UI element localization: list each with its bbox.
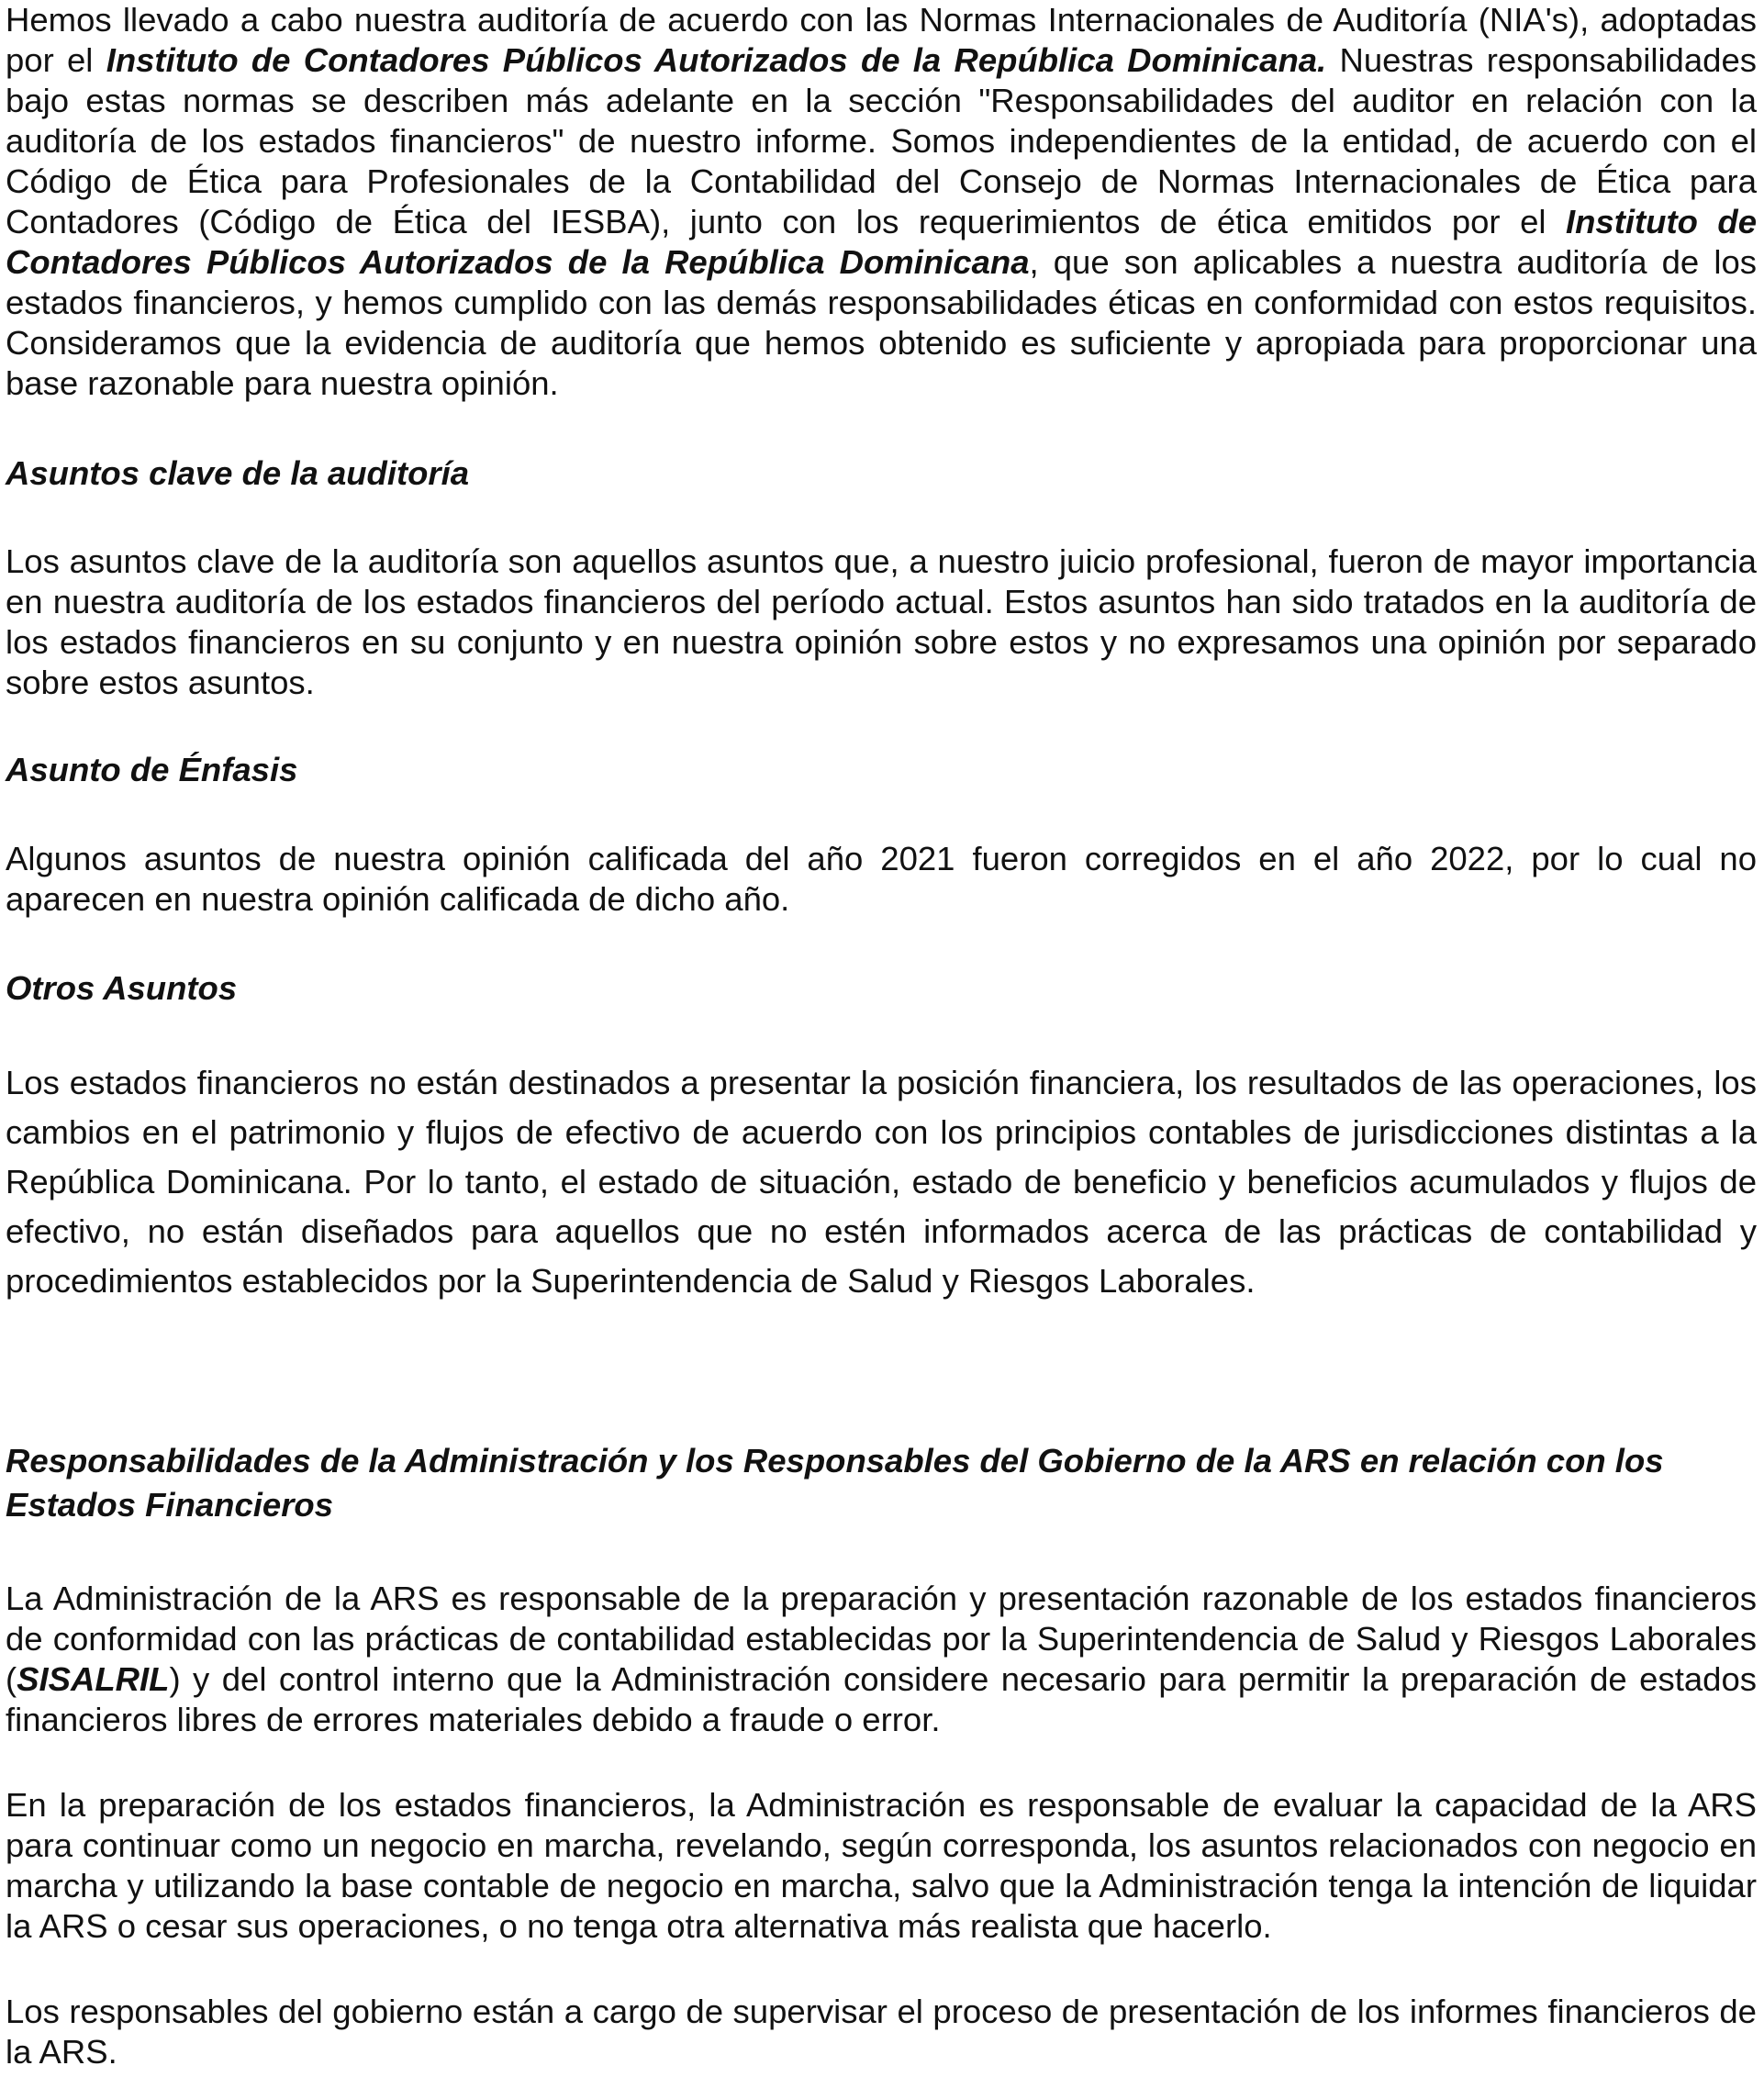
heading-otros-asuntos: Otros Asuntos bbox=[6, 969, 238, 1007]
paragraph-text: , que son aplicables a nuestra auditoría de los estados financieros, y hemos cumplido con las demás responsabilidades éticas en conformidad con estos requisitos. Consideramos que la evidencia de auditoría que hemos obtenido es suficiente y apropiada para proporcionar una base razonable para nuestra opinión. bbox=[6, 243, 1757, 402]
paragraph-text: La Administración de la ARS es responsable de la preparación y presentación razonable de los estados financieros de conformidad con las prácticas de contabilidad establecidas por la Superintendencia de Salud y Riesgos Laborales ( bbox=[6, 1580, 1757, 1698]
paragraph-independencia bbox=[6, 0, 1757, 404]
institute-name-bold: Instituto de Contadores Públicos Autorizados de la República Dominicana bbox=[6, 203, 1758, 281]
paragraph-text: Hemos llevado a cabo nuestra auditoría de acuerdo con las Normas Internacionales de Auditoría (NIA's), adoptadas por el bbox=[6, 1, 1757, 79]
institute-name-bold: Instituto de Contadores Públicos Autorizados de la República Dominicana. bbox=[106, 41, 1327, 79]
sisalril-bold: SISALRIL bbox=[17, 1660, 170, 1698]
paragraph-text: Nuestras responsabilidades bajo estas normas se describen más adelante en la sección "Responsabilidades del auditor en relación con la auditoría de los estados financieros" de nuestro informe. Somos independientes de la entidad, de acuerdo con el Código de Ética para Profesionales de la Contabilidad del Consejo de Normas Internacionales de Ética para Contadores (Código de Ética del IESBA), junto con los requerimientos de ética emitidos por el bbox=[6, 41, 1757, 240]
paragraph-asunto-enfasis: Algunos asuntos de nuestra opinión calificada del año 2021 fueron corregidos en el año 2022, por lo cual no aparecen en nuestra opinión calificada de dicho año. bbox=[6, 840, 1757, 918]
paragraph-responsables-gobierno: Los responsables del gobierno están a cargo de supervisar el proceso de presentación de los informes financieros de la ARS. bbox=[6, 1993, 1757, 2071]
paragraph-negocio-en-marcha: En la preparación de los estados financieros, la Administración es responsable de evaluar la capacidad de la ARS para continuar como un negocio en marcha, revelando, según corresponda, los asuntos relacionados con negocio en marcha y utilizando la base contable de negocio en marcha, salvo que la Administración tenga la intención de liquidar la ARS o cesar sus operaciones, o no tenga otra alternativa más realista que hacerlo. bbox=[6, 1786, 1757, 1945]
heading-responsabilidades: Responsabilidades de la Administración y los Responsables del Gobierno de la ARS en relación con los Estados Financieros bbox=[6, 1442, 1664, 1524]
paragraph-administracion bbox=[6, 1579, 1757, 1740]
paragraph-asuntos-clave: Los asuntos clave de la auditoría son aquellos asuntos que, a nuestro juicio profesional, fueron de mayor importancia en nuestra auditoría de los estados financieros del período actual. Estos asuntos han sido tratados en la auditoría de los estados financieros en su conjunto y en nuestra opinión sobre estos y no expresamos una opinión por separado sobre estos asuntos. bbox=[6, 542, 1757, 701]
paragraph-otros-asuntos: Los estados financieros no están destinados a presentar la posición financiera, los resultados de las operaciones, los cambios en el patrimonio y flujos de efectivo de acuerdo con los principios contables de jurisdicciones distintas a la República Dominicana. Por lo tanto, el estado de situación, estado de beneficio y beneficios acumulados y flujos de efectivo, no están diseñados para aquellos que no estén informados acerca de las prácticas de contabilidad y procedimientos establecidos por la Superintendencia de Salud y Riesgos Laborales. bbox=[6, 1064, 1757, 1300]
heading-asunto-enfasis: Asunto de Énfasis bbox=[6, 751, 298, 788]
paragraph-text: ) y del control interno que la Administración considere necesario para permitir la preparación de estados financieros libres de errores materiales debido a fraude o error. bbox=[6, 1660, 1757, 1738]
heading-asuntos-clave: Asuntos clave de la auditoría bbox=[6, 454, 470, 492]
